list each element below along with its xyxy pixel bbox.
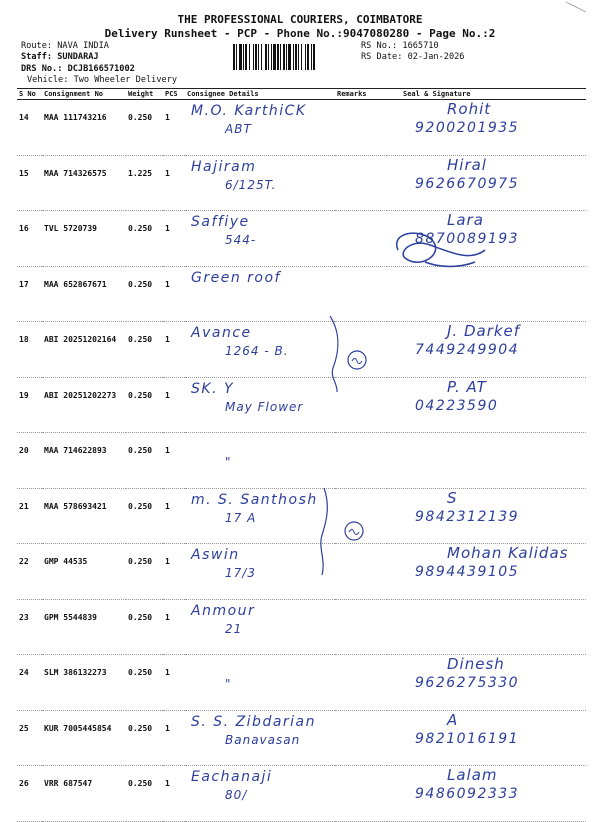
row-consignment-no: MAA 714326575	[42, 155, 126, 211]
handwritten-consignee-name: Aswin	[191, 547, 240, 563]
handwritten-consignee-address: 1264 - B.	[225, 344, 289, 358]
row-sno: 15	[17, 155, 42, 211]
row-weight: 0.250	[126, 599, 163, 655]
row-pcs: 1	[163, 377, 185, 433]
row-pcs: 1	[163, 766, 185, 822]
col-header-weight: Weight	[126, 89, 163, 100]
drs-number: DRS No.: DCJB166571002	[21, 64, 135, 74]
row-consignment-no: KUR 7005445854	[42, 710, 126, 766]
handwritten-consignee-address: Banavasan	[225, 732, 301, 747]
row-pcs: 1	[163, 155, 185, 211]
handwritten-phone-number: 9626670975	[415, 175, 520, 192]
bracket-mark-23-24	[321, 488, 327, 575]
row-pcs: 1	[163, 655, 185, 711]
handwritten-consignee-address: May Flower	[225, 399, 304, 414]
row-sno: 17	[17, 266, 42, 322]
row-pcs: 1	[163, 599, 185, 655]
handwritten-consignee-address: "	[225, 677, 232, 691]
handwritten-signature: Rohit	[447, 100, 492, 118]
runsheet-subtitle: Delivery Runsheet - PCP - Phone No.:9047080280 - Page No.:2	[104, 27, 496, 40]
row-consignment-no: MAA 714622893	[42, 433, 126, 489]
handwritten-consignee-name: Anmour	[191, 602, 256, 619]
row-weight: 0.250	[126, 488, 163, 544]
handwritten-phone-number: 9626275330	[415, 675, 520, 691]
handwritten-signature: Mohan Kalidas	[447, 544, 569, 562]
handwritten-signature: Lalam	[447, 766, 498, 784]
handwritten-signature: J. Darkef	[447, 322, 521, 340]
row-weight: 0.250	[126, 710, 163, 766]
row-sno: 14	[17, 100, 42, 156]
row-sno: 26	[17, 766, 42, 822]
handwritten-phone-number: 9842312139	[415, 508, 520, 525]
handwritten-signature: Hiral	[447, 155, 487, 174]
row-sno: 19	[17, 377, 42, 433]
handwritten-consignee-address: 80/	[225, 788, 248, 802]
signature-scribble-17	[397, 233, 485, 266]
row-weight: 0.250	[126, 100, 163, 156]
handwritten-consignee-address: "	[225, 455, 232, 469]
handwritten-consignee-name: Saffiye	[191, 214, 250, 230]
row-sno: 22	[17, 544, 42, 600]
handwritten-consignee-name: M.O. KarthiCK	[191, 103, 307, 119]
row-pcs: 1	[163, 211, 185, 267]
handwritten-consignee-address: 544-	[225, 233, 257, 247]
row-weight: 0.250	[126, 655, 163, 711]
vehicle-label: Vehicle: Two Wheeler Delivery	[27, 75, 178, 85]
row-weight: 0.250	[126, 433, 163, 489]
handwritten-consignee-address: 17/3	[225, 566, 256, 580]
row-weight: 0.250	[126, 544, 163, 600]
handwritten-signature: A	[447, 710, 459, 729]
handwritten-phone-number: 9486092333	[415, 786, 520, 802]
handwritten-consignee-name: Eachanaji	[191, 769, 273, 785]
handwritten-consignee-name: SK. Y	[191, 380, 235, 397]
row-weight: 0.250	[126, 377, 163, 433]
handwritten-consignee-address: 17 A	[225, 510, 257, 525]
row-pcs: 1	[163, 100, 185, 156]
col-header-consignment: Consignment No	[42, 89, 126, 100]
row-weight: 0.250	[126, 322, 163, 378]
handwritten-consignee-name: Hajiram	[191, 158, 257, 175]
handwritten-signature: P. AT	[447, 377, 487, 396]
handwritten-consignee-name: m. S. Santhosh	[191, 491, 318, 508]
col-header-remarks: Remarks	[335, 89, 387, 100]
handwritten-phone-number: 04223590	[415, 397, 499, 414]
row-pcs: 1	[163, 488, 185, 544]
col-header-pcs: PCS	[163, 89, 185, 100]
handwritten-signature: Dinesh	[447, 655, 505, 673]
handwritten-phone-number: 7449249904	[415, 342, 520, 358]
staff-label: Staff: SUNDARAJ	[21, 52, 99, 62]
row-consignment-no: MAA 578693421	[42, 488, 126, 544]
row-pcs: 1	[163, 544, 185, 600]
handwritten-consignee-address: 6/125T.	[225, 177, 277, 192]
col-header-signature: Seal & Signature	[387, 89, 586, 100]
row-consignment-no: ABI 20251202273	[42, 377, 126, 433]
row-consignment-no: SLM 386132273	[42, 655, 126, 711]
row-pcs: 1	[163, 710, 185, 766]
row-consignment-no: VRR 687547	[42, 766, 126, 822]
handwritten-phone-number: 9821016191	[415, 730, 520, 747]
row-sno: 23	[17, 599, 42, 655]
row-weight: 0.250	[126, 766, 163, 822]
handwritten-phone-number: 8870089193	[415, 231, 520, 247]
handwritten-consignee-name: S. S. Zibdarian	[191, 713, 317, 730]
col-header-sno: S No	[17, 89, 42, 100]
row-weight: 1.225	[126, 155, 163, 211]
row-sno: 25	[17, 710, 42, 766]
handwritten-phone-number: 9894439105	[415, 564, 520, 580]
row-weight: 0.250	[126, 211, 163, 267]
row-pcs: 1	[163, 266, 185, 322]
row-consignment-no: TVL 5720739	[42, 211, 126, 267]
row-sno: 24	[17, 655, 42, 711]
row-weight: 0.250	[126, 266, 163, 322]
company-title: THE PROFESSIONAL COURIERS, COIMBATORE	[177, 13, 423, 26]
row-consignment-no: GPM 5544839	[42, 599, 126, 655]
row-pcs: 1	[163, 322, 185, 378]
row-sno: 21	[17, 488, 42, 544]
row-consignment-no: MAA 111743216	[42, 100, 126, 156]
route-label: Route: NAVA INDIA	[21, 41, 109, 51]
handwritten-signature: S	[447, 488, 458, 507]
handwritten-consignee-address: ABT	[225, 122, 252, 136]
row-consignment-no: MAA 652867671	[42, 266, 126, 322]
bracket-mark-19-20	[330, 316, 338, 392]
row-sno: 20	[17, 433, 42, 489]
handwritten-signature: Lara	[447, 211, 484, 229]
handwritten-consignee-name: Green roof	[191, 269, 281, 286]
col-header-details: Consignee Details	[185, 89, 335, 100]
row-consignment-no: ABI 20251202164	[42, 322, 126, 378]
row-consignment-no: GMP 44535	[42, 544, 126, 600]
handwritten-phone-number: 9200201935	[415, 120, 520, 136]
handwritten-consignee-name: Avance	[191, 325, 252, 341]
rs-number: RS No.: 1665710	[361, 41, 439, 51]
rs-date: RS Date: 02-Jan-2026	[361, 52, 465, 62]
row-sno: 18	[17, 322, 42, 378]
row-sno: 16	[17, 211, 42, 267]
handwritten-consignee-address: 21	[225, 621, 243, 636]
row-pcs: 1	[163, 433, 185, 489]
